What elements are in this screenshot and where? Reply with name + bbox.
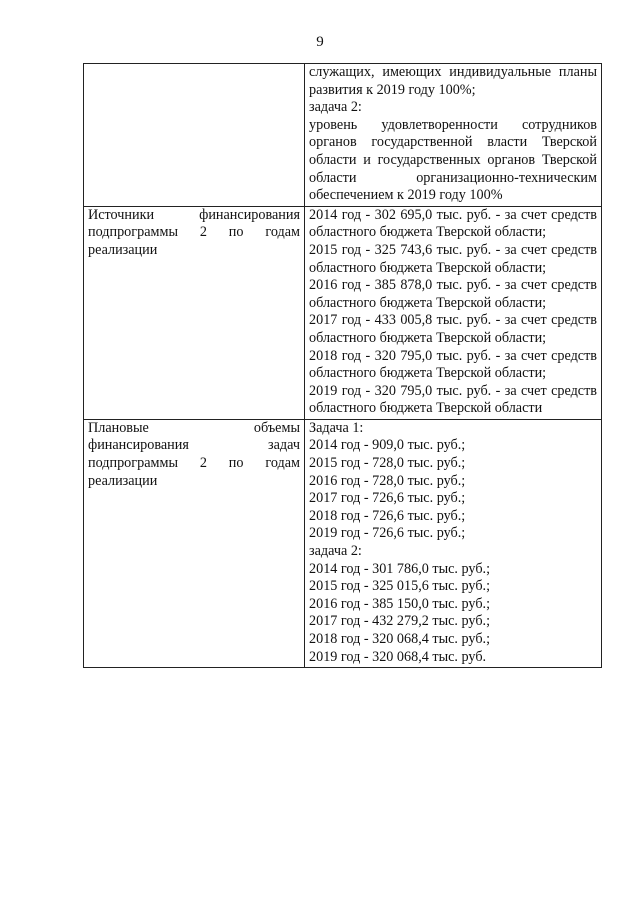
- cell-paragraph: 2015 год - 325 743,6 тыс. руб. - за счет средств областного бюджета Тверской области;: [309, 241, 597, 276]
- table-row: [84, 64, 602, 207]
- row-value-cell: [305, 64, 602, 207]
- cell-paragraph: 2018 год - 726,6 тыс. руб.;: [309, 507, 466, 524]
- cell-paragraph: задача 2:: [309, 543, 362, 560]
- table-row: [84, 206, 602, 419]
- cell-paragraph: 2017 год - 433 005,8 тыс. руб. - за счет средств областного бюджета Тверской области;: [309, 312, 597, 346]
- cell-paragraph: 2019 год - 726,6 тыс. руб.;: [309, 525, 466, 542]
- cell-paragraph: уровень удовлетворенности сотрудников органов государственной власти Тверской области и государственных органов Тверской области организационно-техническим обеспечением к 2019 году 100%: [309, 116, 597, 204]
- cell-paragraph: 2014 год - 302 695,0 тыс. руб. - за счет средств областного бюджета Тверской области;: [309, 206, 597, 241]
- cell-paragraph: 2015 год - 728,0 тыс. руб.;: [309, 455, 466, 472]
- cell-paragraph: 2016 год - 385 150,0 тыс. руб.;: [309, 595, 491, 612]
- row-label-cell: Источники финансирования подпрограммы 2 по годам реализации: [84, 206, 305, 419]
- row-label-cell: [84, 64, 305, 207]
- cell-paragraph: 2014 год - 301 786,0 тыс. руб.;: [309, 560, 491, 577]
- document-table: [83, 63, 602, 668]
- cell-paragraph: Задача 1:: [309, 419, 364, 436]
- cell-paragraph: 2017 год - 726,6 тыс. руб.;: [309, 490, 466, 507]
- cell-paragraph: 2019 год - 320 795,0 тыс. руб. - за счет средств областного бюджета Тверской области: [309, 382, 597, 417]
- cell-paragraph: 2019 год - 320 068,4 тыс. руб.: [309, 648, 487, 665]
- cell-paragraph: задача 2:: [309, 99, 362, 116]
- cell-paragraph: 2015 год - 325 015,6 тыс. руб.;: [309, 578, 491, 595]
- cell-paragraph: 2017 год - 432 279,2 тыс. руб.;: [309, 613, 491, 630]
- row-value-cell: [305, 206, 602, 419]
- table-row: [84, 419, 602, 667]
- row-label-cell: Плановые объемы финансирования задач подпрограммы 2 по годам реализации: [84, 419, 305, 667]
- cell-paragraph: 2016 год - 385 878,0 тыс. руб. - за счет средств областного бюджета Тверской области;: [309, 277, 597, 311]
- cell-paragraph: 2016 год - 728,0 тыс. руб.;: [309, 472, 466, 489]
- row-value-cell: [305, 419, 602, 667]
- cell-paragraph: 2014 год - 909,0 тыс. руб.;: [309, 437, 466, 454]
- cell-paragraph: 2018 год - 320 068,4 тыс. руб.;: [309, 631, 491, 647]
- page-number: 9: [316, 34, 324, 50]
- cell-paragraph: служащих, имеющих индивидуальные планы развития к 2019 году 100%;: [309, 64, 597, 98]
- cell-paragraph: 2018 год - 320 795,0 тыс. руб. - за счет средств областного бюджета Тверской области;: [309, 347, 597, 382]
